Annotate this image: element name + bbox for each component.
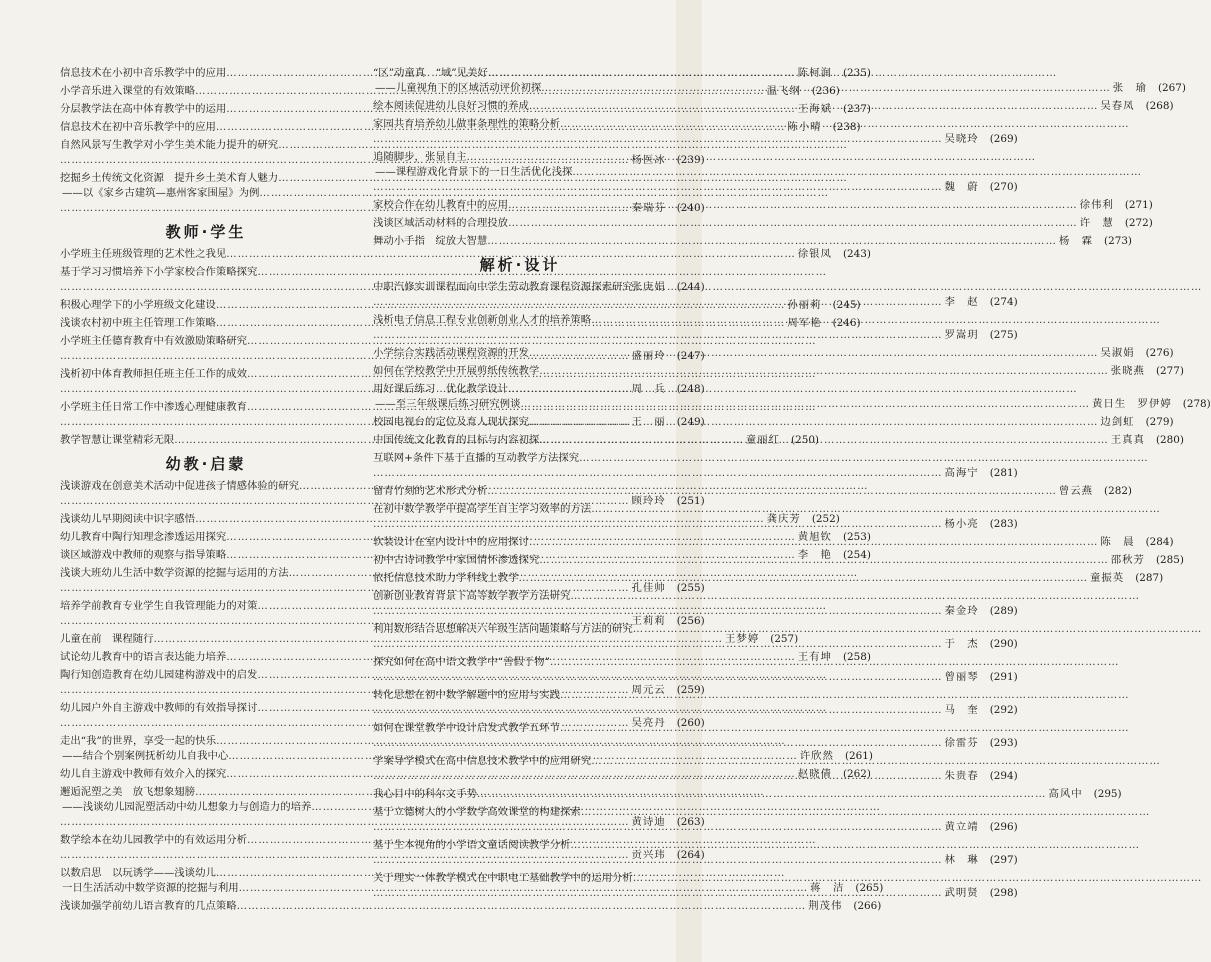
toc-author: 魏 蔚 [944,181,979,193]
toc-page-number: (293) [989,737,1018,749]
toc-title-line: 舞动小手指 绽放大智慧 [373,235,488,247]
toc-author: 高风中 [1048,788,1083,800]
toc-title-line: 用好课后练习 优化教学设计 [373,383,509,395]
toc-entry[interactable] [373,787,1122,802]
toc-page-number: (298) [989,887,1018,899]
toc-title-line: 如何在课堂教学中设计启发式教学五环节 [373,722,561,734]
toc-title-line: 追随脚步，张显自主 [373,151,467,163]
dot-leader [373,132,943,147]
toc-page-number: (289) [989,605,1018,617]
dot-leader [560,117,1130,132]
dot-leader [539,364,1109,379]
toc-author: 蒋 洁 [810,882,845,894]
toc-title-line: 信息技术在初中音乐教学中的应用 [60,121,216,133]
toc-title-line: 我心目中的科尔文手势 [373,788,477,800]
toc-page-number: (272) [1124,217,1153,229]
toc-entry[interactable] [60,247,871,262]
toc-page-number: (253) [843,531,871,543]
dot-leader [539,553,1109,568]
toc-title-line: 幼儿自主游戏中教师有效介入的探究 [60,768,227,780]
dot-leader [487,484,1057,499]
toc-author: 盛丽玲 [631,350,666,362]
toc-title-line: 浅谈大班幼儿生活中数学资源的挖掘与运用的方法 [60,567,289,579]
section-heading: 幼教·启蒙 [165,455,247,473]
toc-title-line: 浅谈加强学前幼儿语言教育的几点策略 [60,900,237,912]
toc-author: 王海斌 [797,103,832,115]
toc-author: 张 瑜 [1112,82,1147,94]
toc-page-number: (266) [853,900,882,912]
toc-author: 李 艳 [797,549,832,561]
toc-title-line: 挖掘乡土传统文化资源 提升乡土美术育人魅力 [60,172,279,184]
toc-author: 荆茂伟 [808,900,843,912]
toc-title-line: 浅析电子信息工程专业创新创业人才的培养策略 [373,314,592,326]
toc-author: 杨 霖 [1058,235,1093,247]
toc-author: 杨小亮 [944,518,979,530]
toc-author: 秦金玲 [944,605,979,617]
toc-title-line: 积极心理学下的小学班级文化建设 [60,299,216,311]
toc-page-number: (267) [1158,82,1186,94]
toc-author: 孙丽莉 [787,299,822,311]
toc-title-line: 初中古诗词教学中家国情怀渗透探究 [373,554,540,566]
toc-page-number: (280) [1156,434,1184,446]
toc-title-line: “区”动童真 “域”见美好 [373,67,488,79]
toc-entry[interactable] [60,298,861,313]
dot-leader [373,637,943,652]
toc-title-line: 家园共育培养幼儿做事条理性的策略分析 [373,118,561,130]
toc-title-line: 依托信息技术助力学科线上教学 [373,572,519,584]
dot-leader [373,670,943,685]
toc-author: 于 杰 [944,638,979,650]
toc-title-line: 基于生本视角的小学语文童话阅读教学分析 [373,839,571,851]
toc-page-number: (273) [1104,235,1132,247]
toc-title-line: 创新创业教育背景下高等数学教学方法研究 [373,590,571,602]
toc-page-number: (262) [843,768,871,780]
toc-page-number: (292) [989,704,1018,716]
toc-title-line: 留青竹刻的艺术形式分析 [373,485,488,497]
toc-author: 张庚娟 [631,281,666,293]
toc-title-line: 浅析初中体育教师担任班主任工作的成效 [60,368,248,380]
toc-title-line: 基于学习习惯培养下小学家校合作策略探究 [60,266,258,278]
toc-page-number: (257) [770,633,799,645]
toc-title-line: 学案导学模式在高中信息技术教学中的应用研究 [373,755,592,767]
toc-title-line: ——儿童视角下的区域活动评价初探 [375,82,542,94]
toc-title-line: 如何在学校教学中开展剪纸传统教学 [373,365,540,377]
dot-leader [541,81,1111,96]
toc-page-number: (261) [845,750,873,762]
toc-author: 周 兵 [631,383,666,395]
dot-leader [529,415,1099,430]
toc-page-number: (243) [843,248,871,260]
toc-title-line: 小学综合实践活动课程资源的开发 [373,347,529,359]
dot-leader [373,853,943,868]
toc-author: 黄诗迪 [631,816,666,828]
toc-author: 温飞纲 [766,85,801,97]
toc-page-number: (275) [989,329,1018,341]
toc-author: 王有坤 [797,651,832,663]
dot-leader [373,466,943,481]
toc-page-number: (294) [989,770,1018,782]
dot-leader [373,886,943,901]
toc-title-line: 家校合作在幼儿教育中的应用 [373,199,509,211]
toc-page-number: (255) [676,582,705,594]
toc-title-line: 培养学前教育专业学生自我管理能力的对策 [60,600,258,612]
toc-title-line: 小学班主任日常工作中渗透心理健康教育 [60,401,248,413]
dot-leader [373,604,943,619]
toc-title-line: 幼儿教育中陶行知理念渗透运用探究 [60,531,227,543]
toc-entry[interactable] [373,451,1018,481]
toc-page-number: (250) [791,434,819,446]
toc-author: 罗嵩玥 [944,329,979,341]
toc-page-number: (296) [989,821,1018,833]
dot-leader [373,769,943,784]
dot-leader [633,622,1203,637]
toc-title-line: 在初中数学教学中提高学生自主学习效率的方法 [373,503,592,515]
toc-title-line: ——以《家乡古建筑—惠州客家围屋》为例 [62,187,260,199]
toc-page-number: (268) [1145,100,1174,112]
toc-entry[interactable] [60,632,799,647]
toc-page-number: (258) [843,651,871,663]
toc-author: 朱贵春 [944,770,979,782]
toc-title-line: 小学班主任德育教育中有效激励策略研究 [60,335,248,347]
toc-author: 王莉莉 [631,615,666,627]
toc-author: 陈柯润 [797,67,832,79]
toc-title-line: ——结合个别案例抚析幼儿自我中心 [62,750,229,762]
toc-page-number: (238) [832,121,861,133]
toc-page-number: (240) [676,202,705,214]
toc-author: 孔佳帅 [631,582,666,594]
toc-author: 童振英 [1090,572,1125,584]
toc-page-number: (244) [676,281,705,293]
toc-page-number: (248) [676,383,705,395]
toc-title-line: 以数启思 以玩诱学——浅谈幼儿 [60,867,216,879]
toc-title-line: 一日生活活动中数学资源的挖掘与利用 [62,882,239,894]
toc-page-number: (247) [676,350,705,362]
toc-title-line: 分层教学法在高中体育教学中的运用 [60,103,227,115]
dot-leader [373,703,943,718]
dot-leader [518,571,1088,586]
dot-leader [373,180,943,195]
toc-page-number: (282) [1104,485,1132,497]
toc-author: 曾云燕 [1058,485,1093,497]
toc-author: 吴亮丹 [631,717,666,729]
toc-author: 陈 晨 [1100,536,1135,548]
toc-author: 顾玲玲 [631,495,666,507]
dot-leader [581,805,1151,820]
toc-page-number: (265) [855,882,884,894]
toc-author: 赵晓倩 [797,768,832,780]
toc-author: 吴晓玲 [944,133,979,145]
toc-author: 徐雷芬 [944,737,979,749]
dot-leader [529,99,1099,114]
toc-entry[interactable] [373,571,1164,586]
toc-title-line: 谈区域游戏中教师的观察与指导策略 [60,549,227,561]
dot-leader [560,688,1130,703]
toc-title-line: 中国传统文化教育的目标与内容初探 [373,434,540,446]
toc-author: 边剑虹 [1100,416,1135,428]
toc-author: 许欣然 [799,750,834,762]
toc-author: 高海宁 [944,467,979,479]
toc-page-number: (274) [989,296,1018,308]
toc-page-number: (284) [1145,536,1174,548]
dot-leader [572,165,1142,180]
dot-leader [477,787,1047,802]
toc-title-line: ——课程游戏化背景下的一日生活优化浅探 [375,166,573,178]
toc-page-number: (283) [989,518,1018,530]
toc-title-line: 浅谈区域活动材料的合理投放 [373,217,509,229]
toc-title-line: 试论幼儿教育中的语言表达能力培养 [60,651,227,663]
toc-author: 徐伟利 [1079,199,1114,211]
toc-author: 黄日生 罗伊婷 [1092,398,1172,410]
dot-leader [560,721,1130,736]
toc-title-line: 关于理实一体教学模式在中职电工基础教学中的运用分析 [373,872,633,884]
dot-leader [570,838,1140,853]
toc-title-line: 数学绘本在幼儿园教学中的有效运用分析 [60,834,248,846]
toc-title-line: 信息技术在小初中音乐教学中的应用 [60,67,227,79]
toc-title-line: 中职汽修实训课程面向中学生劳动教育课程资源探索研究 [373,281,633,293]
toc-author: 徐银凤 [797,248,832,260]
toc-title-line: 绘本阅读促进幼儿良好习惯的养成 [373,100,529,112]
toc-author: 龚庆芳 [766,513,801,525]
dot-leader [508,382,1078,397]
dot-leader [591,502,1161,517]
dot-leader [550,655,1120,670]
toc-title-line: 自然风景写生教学对小学生美术能力提升的研究 [60,139,279,151]
toc-page-number: (264) [676,849,705,861]
toc-entry[interactable] [373,484,1132,499]
toc-title-line: ——至三年级课后练习研究例谈 [375,398,521,410]
toc-page-number: (277) [1156,365,1184,377]
toc-title-line: ——浅谈幼儿园泥塑活动中幼儿想象力与创造力的培养 [62,801,312,813]
toc-author: 张晓燕 [1110,365,1145,377]
dot-leader [373,736,943,751]
toc-title-line: 浅谈农村初中班主任管理工作策略 [60,317,216,329]
toc-page-number: (245) [832,299,861,311]
toc-entry[interactable] [373,589,1018,619]
toc-page-number: (259) [676,684,705,696]
dot-leader [529,535,1099,550]
toc-page-number: (291) [989,671,1018,683]
toc-entry[interactable] [373,234,1132,249]
toc-title-line: 探究如何在高中语文教学中“善假于物” [373,656,550,668]
toc-author: 李 赵 [944,296,979,308]
toc-page-number: (246) [832,317,861,329]
toc-title-line: 幼儿园户外自主游戏中教师的有效指导探讨 [60,702,258,714]
toc-page-number: (236) [811,85,840,97]
toc-title-line: 转化思想在初中数学解题中的应用与实践 [373,689,561,701]
toc-title-line: 走出“我”的世界，享受一起的快乐 [60,735,217,747]
toc-title-line: 教学智慧让课堂精彩无限 [60,434,175,446]
toc-page-number: (235) [843,67,871,79]
toc-page-number: (269) [989,133,1018,145]
toc-author: 许 慧 [1079,217,1114,229]
dot-leader [539,433,1109,448]
toc-page-number: (271) [1124,199,1153,211]
toc-title-line: 利用数形结合思想解决六年级生活问题策略与方法的研究 [373,623,633,635]
dot-leader [529,346,1099,361]
toc-title-line: 校园电视台的定位及育人现状探究 [373,416,529,428]
toc-entry[interactable] [60,767,871,782]
toc-author: 贡兴玮 [631,849,666,861]
toc-title-line: 儿童在前 课程随行 [60,633,154,645]
toc-entry[interactable] [60,512,840,527]
toc-page-number: (290) [989,638,1018,650]
toc-author: 王 丽 [631,416,666,428]
toc-author: 周元云 [631,684,666,696]
dot-leader [373,820,943,835]
toc-page-number: (287) [1135,572,1164,584]
dot-leader [487,234,1057,249]
toc-page-number: (285) [1156,554,1184,566]
toc-title-line: 基于立德树人的小学数学高效课堂的构建探索 [373,806,581,818]
dot-leader [633,871,1203,886]
toc-title-line: 浅谈游戏在创意美术活动中促进孩子情感体验的研究 [60,480,299,492]
toc-entry[interactable] [373,216,1153,231]
dot-leader [520,397,1090,412]
toc-title-line: 软装设计在室内设计中的应用探讨 [373,536,529,548]
toc-title-line: 浅谈幼儿早期阅读中识字感悟 [60,513,196,525]
dot-leader [579,451,1149,466]
toc-page-number: (260) [676,717,705,729]
toc-author: 秦瑞芬 [631,202,666,214]
toc-author: 马 奎 [944,704,979,716]
toc-author: 邵秋芳 [1110,554,1145,566]
toc-author: 陈小晴 [787,121,822,133]
toc-page-number: (252) [811,513,840,525]
toc-title-line: 互联网+条件下基于直播的互动教学方法探究 [373,452,580,464]
toc-page-number: (297) [989,854,1018,866]
dot-leader [591,313,1161,328]
toc-page-number: (239) [676,154,705,166]
toc-page-number: (237) [843,103,871,115]
dot-leader [467,150,1037,165]
toc-page-number: (254) [843,549,871,561]
section-heading: 教师·学生 [165,223,247,241]
dot-leader [508,198,1078,213]
toc-author: 武明贤 [944,887,979,899]
toc-entry[interactable] [60,899,882,914]
toc-page-number: (263) [676,816,705,828]
toc-page-number: (276) [1145,347,1174,359]
dot-leader [373,295,943,310]
toc-author: 王梦婷 [725,633,760,645]
dot-leader [570,589,1140,604]
toc-page-number: (249) [676,416,705,428]
toc-author: 周军艳 [787,317,822,329]
dot-leader [373,328,943,343]
toc-author: 童丽红 [745,434,780,446]
toc-author: 黄旭钦 [797,531,832,543]
toc-title-line: 陶行知创造教育在幼儿园建构游戏中的启发 [60,669,258,681]
toc-page-number: (279) [1145,416,1174,428]
toc-author: 曾丽琴 [944,671,979,683]
dot-leader [508,216,1078,231]
toc-page-number: (295) [1093,788,1122,800]
toc-page-number: (251) [676,495,705,507]
toc-page-number: (256) [676,615,705,627]
toc-entry[interactable] [373,364,1184,379]
toc-author: 王真真 [1110,434,1145,446]
toc-title-line: 小学音乐进入课堂的有效策略 [60,85,196,97]
section-heading: 解析·设计 [479,256,561,274]
toc-page-number: (281) [989,467,1018,479]
toc-author: 吴淑娟 [1100,347,1135,359]
toc-title-line: 邂逅泥塑之美 放飞想象翅膀 [60,786,196,798]
dot-leader [633,280,1203,295]
toc-author: 杨医冰 [631,154,666,166]
toc-author: 吴春凤 [1100,100,1135,112]
toc-author: 黄立靖 [944,821,979,833]
dot-leader [488,66,1058,81]
toc-page-number: (278) [1182,398,1211,410]
dot-leader [373,517,943,532]
toc-title-line: 小学班主任班级管理的艺术性之我见 [60,248,227,260]
toc-author: 林 琳 [944,854,979,866]
dot-leader [591,754,1161,769]
toc-page-number: (270) [989,181,1018,193]
